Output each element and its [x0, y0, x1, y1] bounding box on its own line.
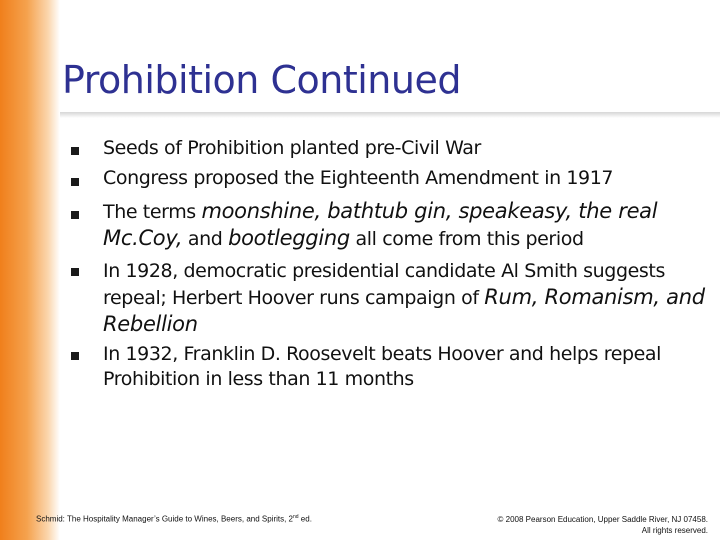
bullet-text-segment: all come from this period [349, 228, 584, 250]
bullet-text [103, 342, 713, 392]
footer-copyright-line2: All rights reserved. [641, 526, 708, 535]
bullet-text [103, 258, 713, 338]
square-bullet-icon [71, 211, 79, 219]
footer-citation-suffix: ed. [298, 514, 312, 524]
bullet-text-segment: and [182, 228, 229, 250]
square-bullet-icon [71, 147, 79, 155]
footer-copyright-line1: © 2008 Pearson Education, Upper Saddle River, NJ 07458. [497, 515, 708, 524]
bullet-text [103, 198, 713, 252]
title-underline-shadow [60, 112, 720, 118]
square-bullet-icon [71, 178, 79, 186]
slide-title: Prohibition Continued [62, 58, 461, 102]
footer-citation-superscript: nd [293, 514, 299, 520]
bullet-text-segment: Congress proposed the Eighteenth Amendment in 1917 [103, 167, 614, 189]
bullet-text-segment: In 1928, democratic presidential candidate Al Smith suggests repeal; Herbert Hoover runs campaign of [103, 260, 665, 309]
square-bullet-icon [71, 268, 79, 276]
orange-gradient-sidebar [0, 0, 60, 540]
bullet-text-segment: In 1932, Franklin D. Roosevelt beats Hoover and helps repeal Prohibition in less than 11 months [103, 343, 662, 390]
bullet-text-segment: The terms [103, 201, 202, 223]
bullet-text-italic-segment: Rum, Romanism, and Rebellion [103, 285, 705, 336]
bullet-text-segment: Seeds of Prohibition planted pre-Civil War [103, 137, 481, 159]
bullet-text-italic-segment: moonshine, bathtub gin, speakeasy, the real Mc.Coy, [103, 199, 658, 250]
bullet-text [103, 166, 713, 191]
footer-citation-text: Schmid: The Hospitality Manager’s Guide to Wines, Beers, and Spirits, 2 [36, 514, 294, 524]
footer-citation [36, 514, 312, 524]
square-bullet-icon [71, 352, 79, 360]
bullet-text [103, 136, 713, 161]
footer-copyright [498, 514, 708, 536]
bullet-text-italic-segment: bootlegging [228, 226, 350, 250]
